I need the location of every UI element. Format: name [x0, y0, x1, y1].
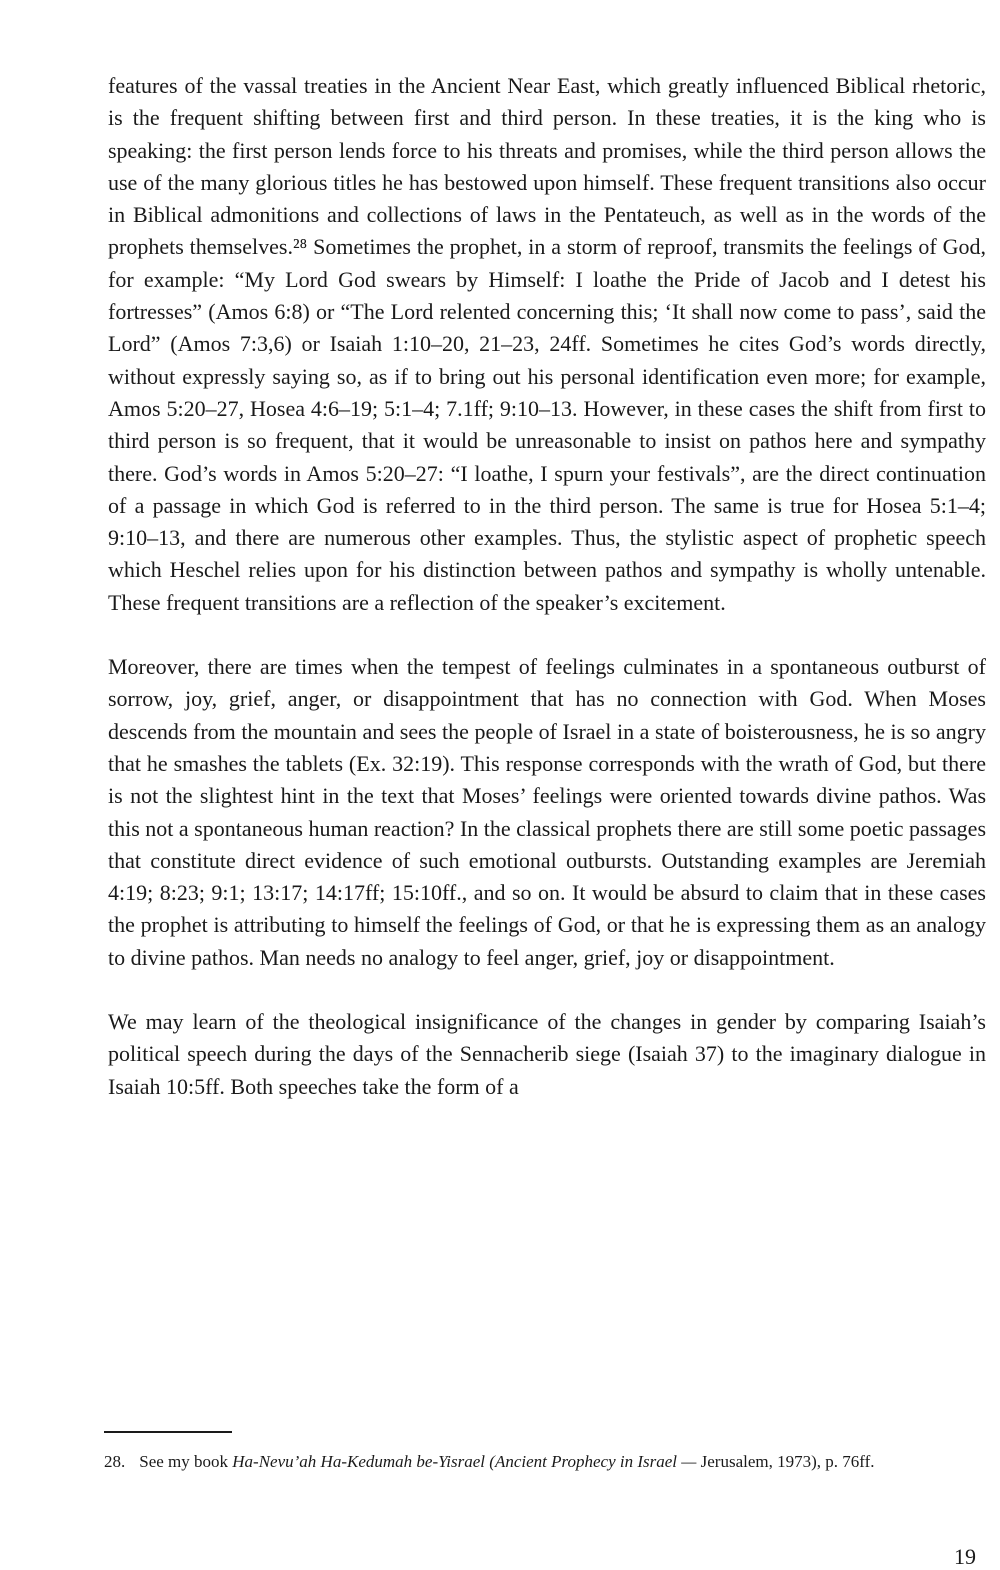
footnote-book-title: Ha-Nevu’ah Ha-Kedumah be-Yisrael (Ancient Prophecy in Israel — — [232, 1452, 697, 1471]
footnote-number: 28. — [104, 1452, 126, 1471]
paragraph-1: features of the vassal treaties in the Ancient Near East, which greatly influenced Biblical rhetoric, is the frequent shifting between first and third person. In these treaties, it is the king who is speaking: the first person lends force to his threats and promises, while the third person allows the use of the many glorious titles he has bestowed upon himself. These frequent transitions also occur in Biblical admonitions and collections of laws in the Pentateuch, as well as in the words of the prophets themselves.²⁸ Sometimes the prophet, in a storm of reproof, transmits the feelings of God, for example: “My Lord God swears by Himself: I loathe the Pride of Jacob and I detest his fortresses” (Amos 6:8) or “The Lord relented concerning this; ‘It shall now come to pass’, said the Lord” (Amos 7:3,6) or Isaiah 1:10–20, 21–23, 24ff. Sometimes he cites God’s words directly, without expressly saying so, as if to bring out his personal identification even more; for example, Amos 5:20–27, Hosea 4:6–19; 5:1–4; 7.1ff; 9:10–13. However, in these cases the shift from first to third person is so frequent, that it would be unreasonable to insist on pathos here and sympathy there. God’s words in Amos 5:20–27: “I loathe, I spurn your festivals”, are the direct continuation of a passage in which God is referred to in the third person. The same is true for Hosea 5:1–4; 9:10–13, and there are numerous other examples. Thus, the stylistic aspect of prophetic speech which Heschel relies upon for his distinction between pathos and sympathy is wholly untenable. These frequent transitions are a reflection of the speaker’s excitement. — [108, 73, 986, 615]
page-body — [108, 70, 986, 1103]
page-number: 19 — [954, 1544, 976, 1569]
footnote-citation: Jerusalem, 1973), p. 76ff. — [696, 1452, 875, 1471]
paragraph-3: We may learn of the theological insignificance of the changes in gender by comparing Isaiah’s political speech during the days of the Sennacherib siege (Isaiah 37) to the imaginary dialogue in Isaiah 10:5ff. Both speeches take the form of a — [108, 1009, 986, 1099]
footnote-lead: See my book — [139, 1452, 233, 1471]
footnote — [104, 1449, 984, 1475]
footnote-separator — [104, 1431, 232, 1433]
paragraph-2: Moreover, there are times when the tempest of feelings culminates in a spontaneous outburst of sorrow, joy, grief, anger, or disappointment that has no connection with God. When Moses descends from the mountain and sees the people of Israel in a state of boisterousness, he is so angry that he smashes the tablets (Ex. 32:19). This response corresponds with the wrath of God, but there is not the slightest hint in the text that Moses’ feelings were oriented towards divine pathos. Was this not a spontaneous human reaction? In the classical prophets there are still some poetic passages that constitute direct evidence of such emotional outbursts. Outstanding examples are Jeremiah 4:19; 8:23; 9:1; 13:17; 14:17ff; 15:10ff., and so on. It would be absurd to claim that in these cases the prophet is attributing to himself the feelings of God, or that he is expressing them as an analogy to divine pathos. Man needs no analogy to feel anger, grief, joy or disappointment. — [108, 654, 986, 970]
